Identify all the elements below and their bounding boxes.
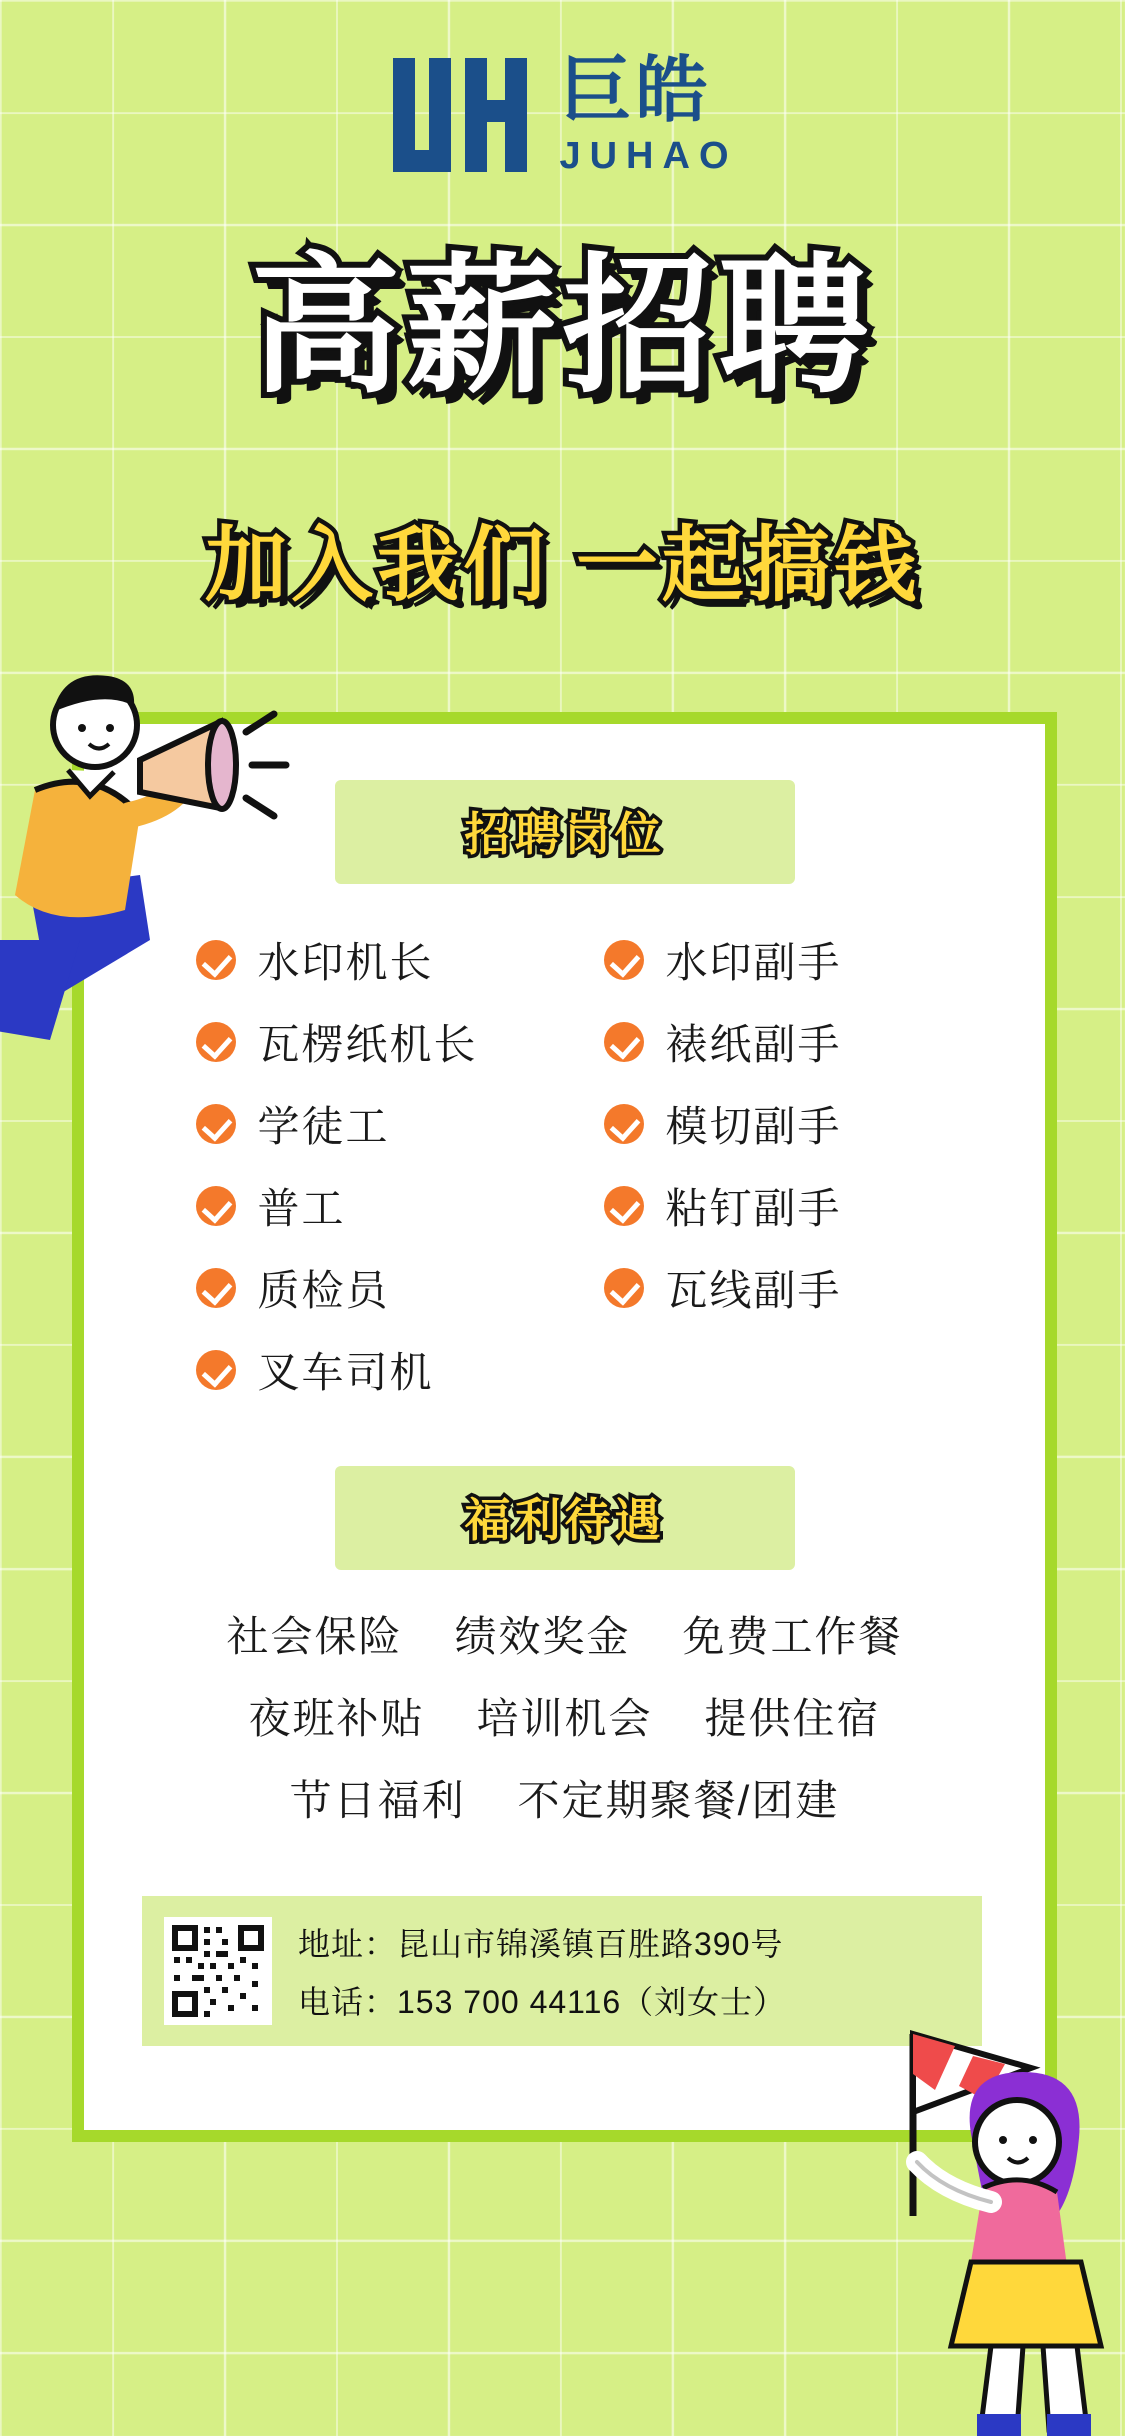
qr-code-icon[interactable] bbox=[164, 1917, 272, 2025]
benefit-item: 社会保险 bbox=[226, 1613, 403, 1660]
job-label: 粘钉副手 bbox=[665, 1185, 842, 1232]
page-subtitle: 加入我们 一起搞钱 bbox=[205, 520, 920, 611]
job-label: 普工 bbox=[257, 1185, 346, 1232]
check-icon bbox=[196, 1104, 236, 1144]
benefit-row bbox=[155, 1604, 975, 1664]
check-icon bbox=[196, 1268, 236, 1308]
benefits-section-title: 福利待遇 bbox=[464, 1494, 665, 1546]
benefits-section-header bbox=[335, 1466, 795, 1570]
list-item bbox=[196, 1340, 526, 1400]
jobs-column-right bbox=[604, 930, 934, 1400]
check-icon bbox=[604, 1104, 644, 1144]
benefit-item: 绩效奖金 bbox=[454, 1613, 631, 1660]
jobs-section-header bbox=[335, 780, 795, 884]
list-item bbox=[604, 1176, 934, 1236]
benefit-item: 免费工作餐 bbox=[682, 1613, 903, 1660]
job-label: 叉车司机 bbox=[257, 1349, 434, 1396]
list-item bbox=[604, 1258, 934, 1318]
list-item bbox=[604, 1012, 934, 1072]
check-icon bbox=[604, 1186, 644, 1226]
check-icon bbox=[604, 1268, 644, 1308]
contact-address: 地址：昆山市锦溪镇百胜路390号 bbox=[298, 1926, 784, 1962]
list-item bbox=[604, 1094, 934, 1154]
benefits-list bbox=[155, 1604, 975, 1828]
list-item bbox=[196, 1094, 526, 1154]
check-icon bbox=[604, 1022, 644, 1062]
benefit-row bbox=[155, 1686, 975, 1746]
contact-phone: 电话：153 700 44116（刘女士） bbox=[298, 1984, 787, 2020]
brand-logo bbox=[0, 52, 1125, 180]
check-icon bbox=[196, 1186, 236, 1226]
job-label: 模切副手 bbox=[665, 1103, 842, 1150]
girl-with-flag-illustration bbox=[795, 2016, 1125, 2436]
list-item bbox=[196, 1258, 526, 1318]
list-item bbox=[604, 930, 934, 990]
brand-text bbox=[559, 50, 738, 178]
brand-name-cn: 巨皓 bbox=[559, 50, 712, 131]
jh-monogram-icon bbox=[387, 52, 537, 180]
job-label: 水印副手 bbox=[665, 939, 842, 986]
benefit-item: 提供住宿 bbox=[704, 1695, 881, 1742]
contact-details bbox=[298, 1919, 786, 2023]
job-label: 裱纸副手 bbox=[665, 1021, 842, 1068]
benefit-item: 培训机会 bbox=[476, 1695, 653, 1742]
list-item bbox=[196, 1176, 526, 1236]
job-label: 瓦线副手 bbox=[665, 1267, 842, 1314]
benefit-item: 夜班补贴 bbox=[248, 1695, 425, 1742]
job-label: 瓦楞纸机长 bbox=[257, 1021, 478, 1068]
benefit-item: 不定期聚餐/团建 bbox=[517, 1777, 840, 1824]
job-label: 学徒工 bbox=[257, 1103, 390, 1150]
benefit-row bbox=[155, 1768, 975, 1828]
man-with-megaphone-illustration bbox=[0, 640, 290, 1060]
jobs-section-title: 招聘岗位 bbox=[464, 808, 665, 860]
check-icon bbox=[604, 940, 644, 980]
job-label: 质检员 bbox=[257, 1267, 390, 1314]
page-title: 高薪招聘 bbox=[250, 242, 875, 410]
job-label: 水印机长 bbox=[257, 939, 434, 986]
benefit-item: 节日福利 bbox=[289, 1777, 466, 1824]
check-icon bbox=[196, 1350, 236, 1390]
brand-name-en: JUHAO bbox=[559, 134, 738, 177]
